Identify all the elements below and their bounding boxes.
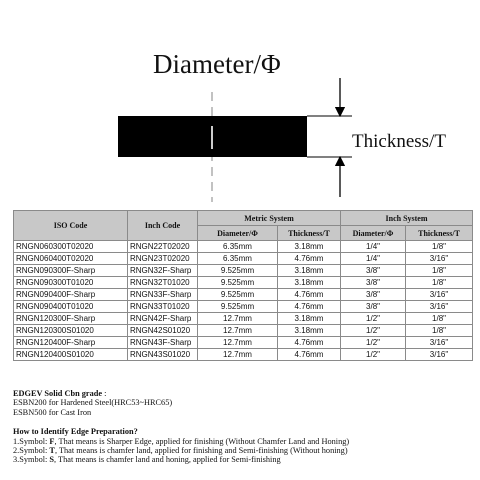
metric-thickness-cell: 4.76mm — [278, 301, 341, 313]
metric-thickness-cell: 4.76mm — [278, 349, 341, 361]
metric-thickness-cell: 3.18mm — [278, 265, 341, 277]
inch-code-cell: RNGN42F-Sharp — [128, 313, 198, 325]
inch-diameter-cell: 1/4" — [341, 241, 406, 253]
symbol-prefix: 1.Symbol: — [13, 436, 50, 446]
inch-code-cell: RNGN43S01020 — [128, 349, 198, 361]
inch-code-cell: RNGN32F-Sharp — [128, 265, 198, 277]
inch-code-cell: RNGN22T02020 — [128, 241, 198, 253]
table-row — [14, 313, 473, 325]
iso-code-cell: RNGN060300T02020 — [14, 241, 128, 253]
metric-diameter-cell: 12.7mm — [198, 349, 278, 361]
header-metric-thickness: Thickness/T — [278, 226, 341, 241]
header-inch-code: Inch Code — [128, 211, 198, 241]
inch-diameter-cell: 1/2" — [341, 349, 406, 361]
iso-code-cell: RNGN120400F-Sharp — [14, 337, 128, 349]
inch-diameter-cell: 3/8" — [341, 265, 406, 277]
inch-diameter-cell: 1/2" — [341, 325, 406, 337]
header-metric-diameter: Diameter/Φ — [198, 226, 278, 241]
symbol-letter: S — [49, 455, 55, 465]
metric-thickness-cell: 4.76mm — [278, 289, 341, 301]
inch-thickness-cell: 3/16" — [406, 349, 473, 361]
table-row — [14, 253, 473, 265]
table-row — [14, 277, 473, 289]
insert-cross-section — [0, 0, 480, 205]
inch-thickness-cell: 3/16" — [406, 289, 473, 301]
inch-diameter-cell: 3/8" — [341, 289, 406, 301]
header-inch-thickness: Thickness/T — [406, 226, 473, 241]
spec-table — [13, 210, 473, 361]
inch-thickness-cell: 3/16" — [406, 253, 473, 265]
edge-prep-item — [13, 446, 473, 455]
grade-heading-line — [13, 389, 473, 398]
inch-code-cell: RNGN23T02020 — [128, 253, 198, 265]
metric-thickness-cell: 4.76mm — [278, 337, 341, 349]
insert-diagram — [0, 0, 480, 205]
header-inch-system: Inch System — [341, 211, 473, 226]
metric-diameter-cell: 9.525mm — [198, 301, 278, 313]
metric-diameter-cell: 9.525mm — [198, 289, 278, 301]
table-row — [14, 289, 473, 301]
metric-thickness-cell: 3.18mm — [278, 325, 341, 337]
symbol-description: , That means is chamfer land and honing, applied for Semi-finishing — [54, 455, 281, 465]
inch-thickness-cell: 1/8" — [406, 325, 473, 337]
inch-code-cell: RNGN33T01020 — [128, 301, 198, 313]
metric-diameter-cell: 6.35mm — [198, 253, 278, 265]
metric-diameter-cell: 12.7mm — [198, 337, 278, 349]
inch-code-cell: RNGN42S01020 — [128, 325, 198, 337]
metric-diameter-cell: 12.7mm — [198, 313, 278, 325]
symbol-description: , That means is chamfer land, applied for finishing and Semi-finishing (Without honing) — [54, 446, 348, 456]
metric-thickness-cell: 3.18mm — [278, 241, 341, 253]
iso-code-cell: RNGN090300F-Sharp — [14, 265, 128, 277]
iso-code-cell: RNGN120300S01020 — [14, 325, 128, 337]
metric-diameter-cell: 9.525mm — [198, 265, 278, 277]
symbol-prefix: 3.Symbol: — [13, 455, 50, 465]
edge-prep-item — [13, 455, 473, 464]
iso-code-cell: RNGN090300T01020 — [14, 277, 128, 289]
inch-diameter-cell: 3/8" — [341, 277, 406, 289]
table-row — [14, 301, 473, 313]
grade-heading-colon: : — [102, 389, 107, 398]
symbol-letter: F — [49, 436, 55, 446]
table-row — [14, 325, 473, 337]
notes-section — [13, 389, 473, 465]
header-iso-code: ISO Code — [14, 211, 128, 241]
table-row — [14, 241, 473, 253]
inch-code-cell: RNGN33F-Sharp — [128, 289, 198, 301]
grade-line-1: ESBN200 for Hardened Steel(HRC53~HRC65) — [13, 398, 173, 408]
inch-diameter-cell: 1/2" — [341, 337, 406, 349]
table-row — [14, 349, 473, 361]
inch-thickness-cell: 1/8" — [406, 277, 473, 289]
grade-line-2: ESBN500 for Cast Iron — [13, 407, 92, 417]
table-row — [14, 265, 473, 277]
diagram-title: Diameter/Φ — [153, 49, 281, 79]
edge-prep-heading: How to Identify Edge Preparation? — [13, 427, 138, 437]
symbol-description: , That means is Sharper Edge, applied for finishing (Without Chamfer Land and Honing) — [54, 436, 350, 446]
iso-code-cell: RNGN060400T02020 — [14, 253, 128, 265]
inch-code-cell: RNGN43F-Sharp — [128, 337, 198, 349]
metric-diameter-cell: 6.35mm — [198, 241, 278, 253]
inch-code-cell: RNGN32T01020 — [128, 277, 198, 289]
edge-prep-item — [13, 437, 473, 446]
inch-thickness-cell: 1/8" — [406, 241, 473, 253]
metric-thickness-cell: 4.76mm — [278, 253, 341, 265]
table-row — [14, 337, 473, 349]
header-metric-system: Metric System — [198, 211, 341, 226]
symbol-prefix: 2.Symbol: — [13, 446, 50, 456]
iso-code-cell: RNGN120300F-Sharp — [14, 313, 128, 325]
inch-thickness-cell: 3/16" — [406, 337, 473, 349]
inch-diameter-cell: 3/8" — [341, 301, 406, 313]
header-inch-diameter: Diameter/Φ — [341, 226, 406, 241]
iso-code-cell: RNGN090400T01020 — [14, 301, 128, 313]
inch-thickness-cell: 1/8" — [406, 265, 473, 277]
metric-thickness-cell: 3.18mm — [278, 277, 341, 289]
inch-diameter-cell: 1/4" — [341, 253, 406, 265]
metric-diameter-cell: 12.7mm — [198, 325, 278, 337]
iso-code-cell: RNGN090400F-Sharp — [14, 289, 128, 301]
metric-diameter-cell: 9.525mm — [198, 277, 278, 289]
inch-thickness-cell: 1/8" — [406, 313, 473, 325]
inch-diameter-cell: 1/2" — [341, 313, 406, 325]
metric-thickness-cell: 3.18mm — [278, 313, 341, 325]
iso-code-cell: RNGN120400S01020 — [14, 349, 128, 361]
symbol-letter: T — [49, 446, 55, 456]
thickness-label: Thickness/T — [352, 131, 446, 152]
grade-heading: EDGEV Solid Cbn grade — [13, 389, 103, 398]
inch-thickness-cell: 3/16" — [406, 301, 473, 313]
